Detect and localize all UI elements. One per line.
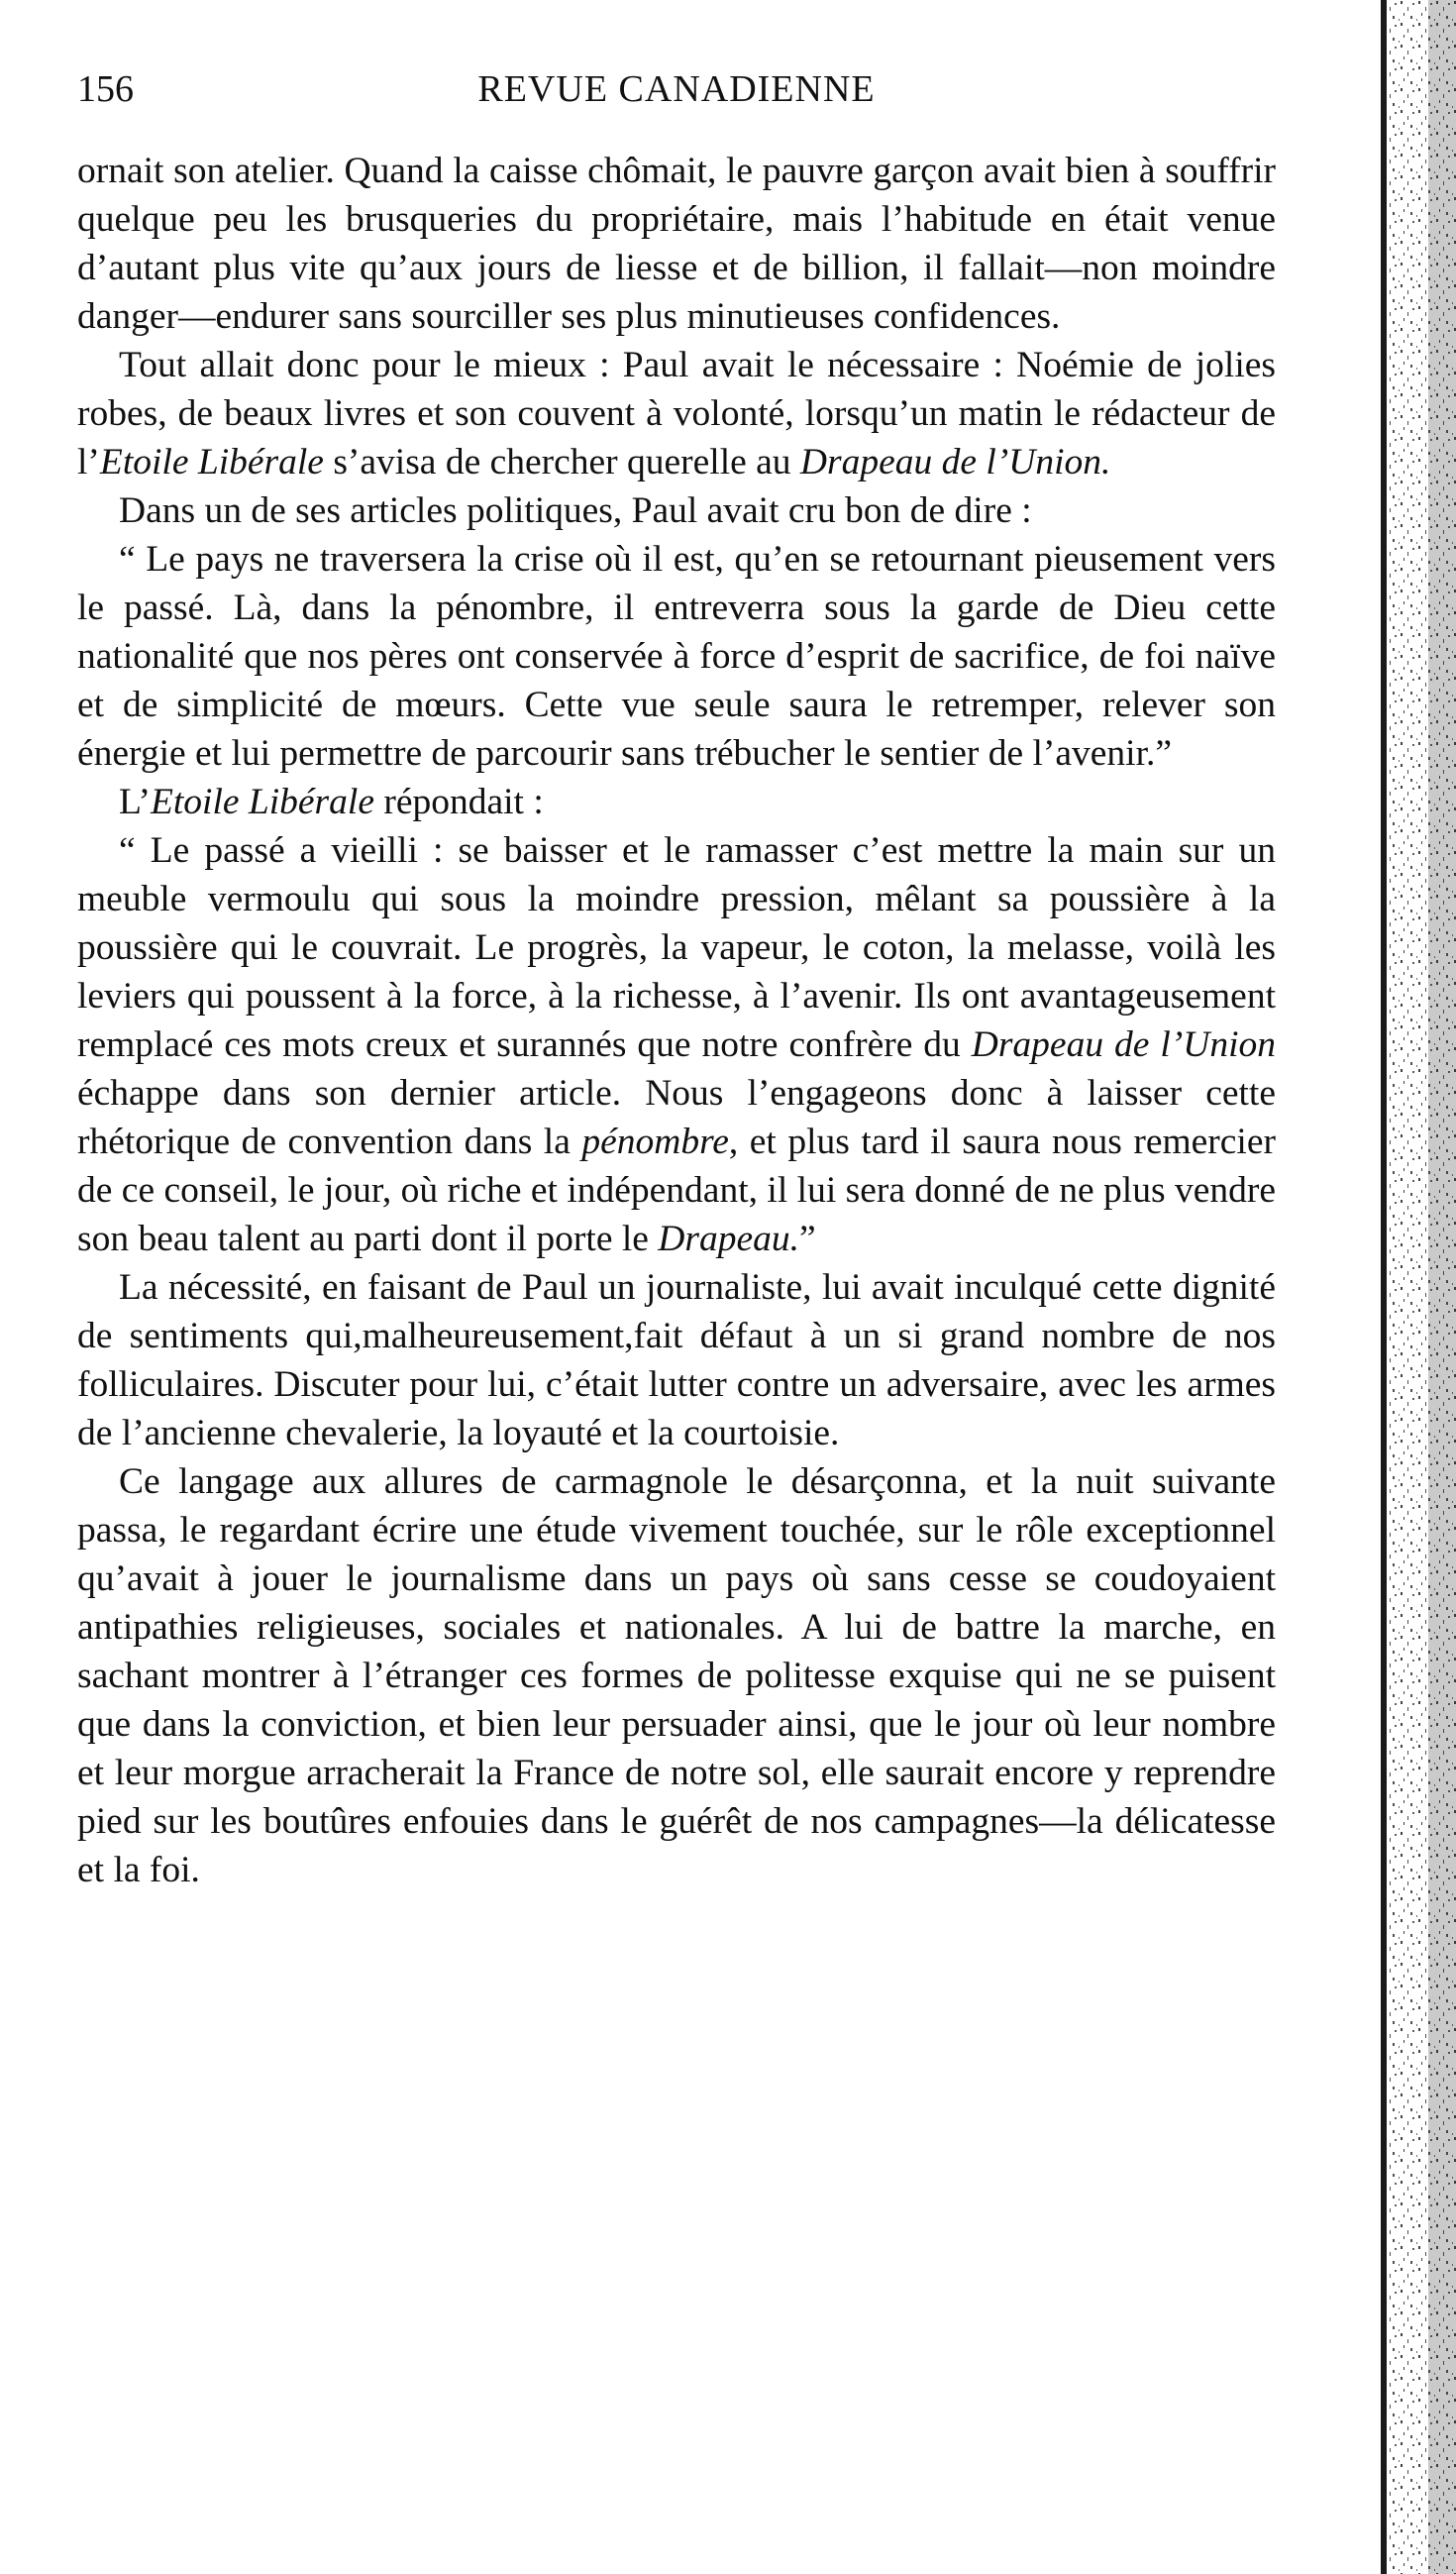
paragraph-8: Ce langage aux allures de carmagnole le désarçonna, et la nuit suivante passa, le regardant écrire une étude vivement touchée, sur le rôle exceptionnel qu’avait à jouer le journalisme dans un pays où sans cesse se coudoyaient antipathies religieuses, sociales et nationales. A lui de battre la marche, en sachant montrer à l’étranger ces formes de politesse exquise qui ne se puisent que dans la conviction, et bien leur persuader ainsi, que le jour où leur nombre et leur morgue arracherait la France de notre sol, elle saurait encore y reprendre pied sur les boutûres enfouies dans le guérêt de nos campagnes—la délicatesse et la foi. <box>77 1461 1276 1890</box>
paragraph-5 <box>77 778 1276 826</box>
paragraph-7: La nécessité, en faisant de Paul un journaliste, lui avait inculqué cette dignité de sentiments qui,malheureusement,fait défaut à un si grand nombre de nos folliculaires. Discuter pour lui, c’était lutter contre un adversaire, avec les armes de l’ancienne chevalerie, la loyauté et la courtoisie. <box>77 1267 1276 1453</box>
paragraph-2 <box>77 341 1276 486</box>
emphasis-penombre: pénombre <box>581 1122 729 1162</box>
paragraph-6-text-b: échappe dans son dernier article. Nous l’engageons donc à laisser cette rhétorique de convention dans la <box>77 1073 1276 1162</box>
paragraph-6-quote <box>77 826 1276 1263</box>
page-number: 156 <box>77 68 134 110</box>
newspaper-name-drapeau: Drapeau. <box>658 1219 799 1259</box>
paragraph-1: ornait son atelier. Quand la caisse chômait, le pauvre garçon avait bien à souffrir quelque peu les brusqueries du propriétaire, mais l’habitude en était venue d’autant plus vite qu’aux jours de liesse et de billion, il fallait—non moindre danger—endurer sans sourciller ses plus minutieuses confidences. <box>77 151 1276 337</box>
paragraph-5-text-b: répondait : <box>373 782 544 822</box>
newspaper-name-etoile-liberale-2: Etoile Libérale <box>150 782 374 822</box>
paragraph-6-text-c: , et plus tard il saura nous remercier de ce conseil, le jour, où riche et indépendant, il lui sera donné de ne plus vendre son beau talent au parti dont il porte le <box>77 1122 1276 1259</box>
paragraph-6-text-d: ” <box>799 1219 816 1259</box>
newspaper-name-drapeau-de-lunion-2: Drapeau de l’Union <box>971 1024 1276 1065</box>
running-title: REVUE CANADIENNE <box>477 68 876 110</box>
paragraph-5-text-a: L’ <box>119 782 151 822</box>
paragraph-4-quote: “ Le pays ne traversera la crise où il est, qu’en se retournant pieusement vers le passé. Là, dans la pénombre, il entreverra sous la garde de Dieu cette nationalité que nos pères ont conservée à force d’esprit de sacrifice, de foi naïve et de simplicité de mœurs. Cette vue seule saura le retremper, relever son énergie et lui permettre de parcourir sans trébucher le sentier de l’avenir.” <box>77 539 1276 774</box>
newspaper-name-etoile-liberale: Etoile Libérale <box>99 442 324 483</box>
newspaper-name-drapeau-de-lunion: Drapeau de l’Union. <box>799 442 1111 483</box>
body-text <box>77 147 1276 1894</box>
paragraph-2-text-a: Tout allait donc pour le mieux : Paul avait le nécessaire : Noémie de jolies robes, de beaux livres et son couvent à volonté, lorsqu’un matin le rédacteur de l’ <box>77 345 1276 483</box>
paragraph-2-text-b: s’avisa de chercher querelle au <box>323 442 800 483</box>
scanned-page-edge <box>1381 0 1456 2574</box>
page-header <box>77 61 1276 117</box>
paragraph-6-text-a: “ Le passé a vieilli : se baisser et le ramasser c’est mettre la main sur un meuble vermoulu qui sous la moindre pression, mêlant sa poussière à la poussière qui le couvrait. Le progrès, la vapeur, le coton, la melasse, voilà les leviers qui poussent à la force, à la richesse, à l’avenir. Ils ont avantageusement remplacé ces mots creux et surannés que notre confrère du <box>77 830 1276 1065</box>
paragraph-3: Dans un de ses articles politiques, Paul avait cru bon de dire : <box>119 490 1032 531</box>
